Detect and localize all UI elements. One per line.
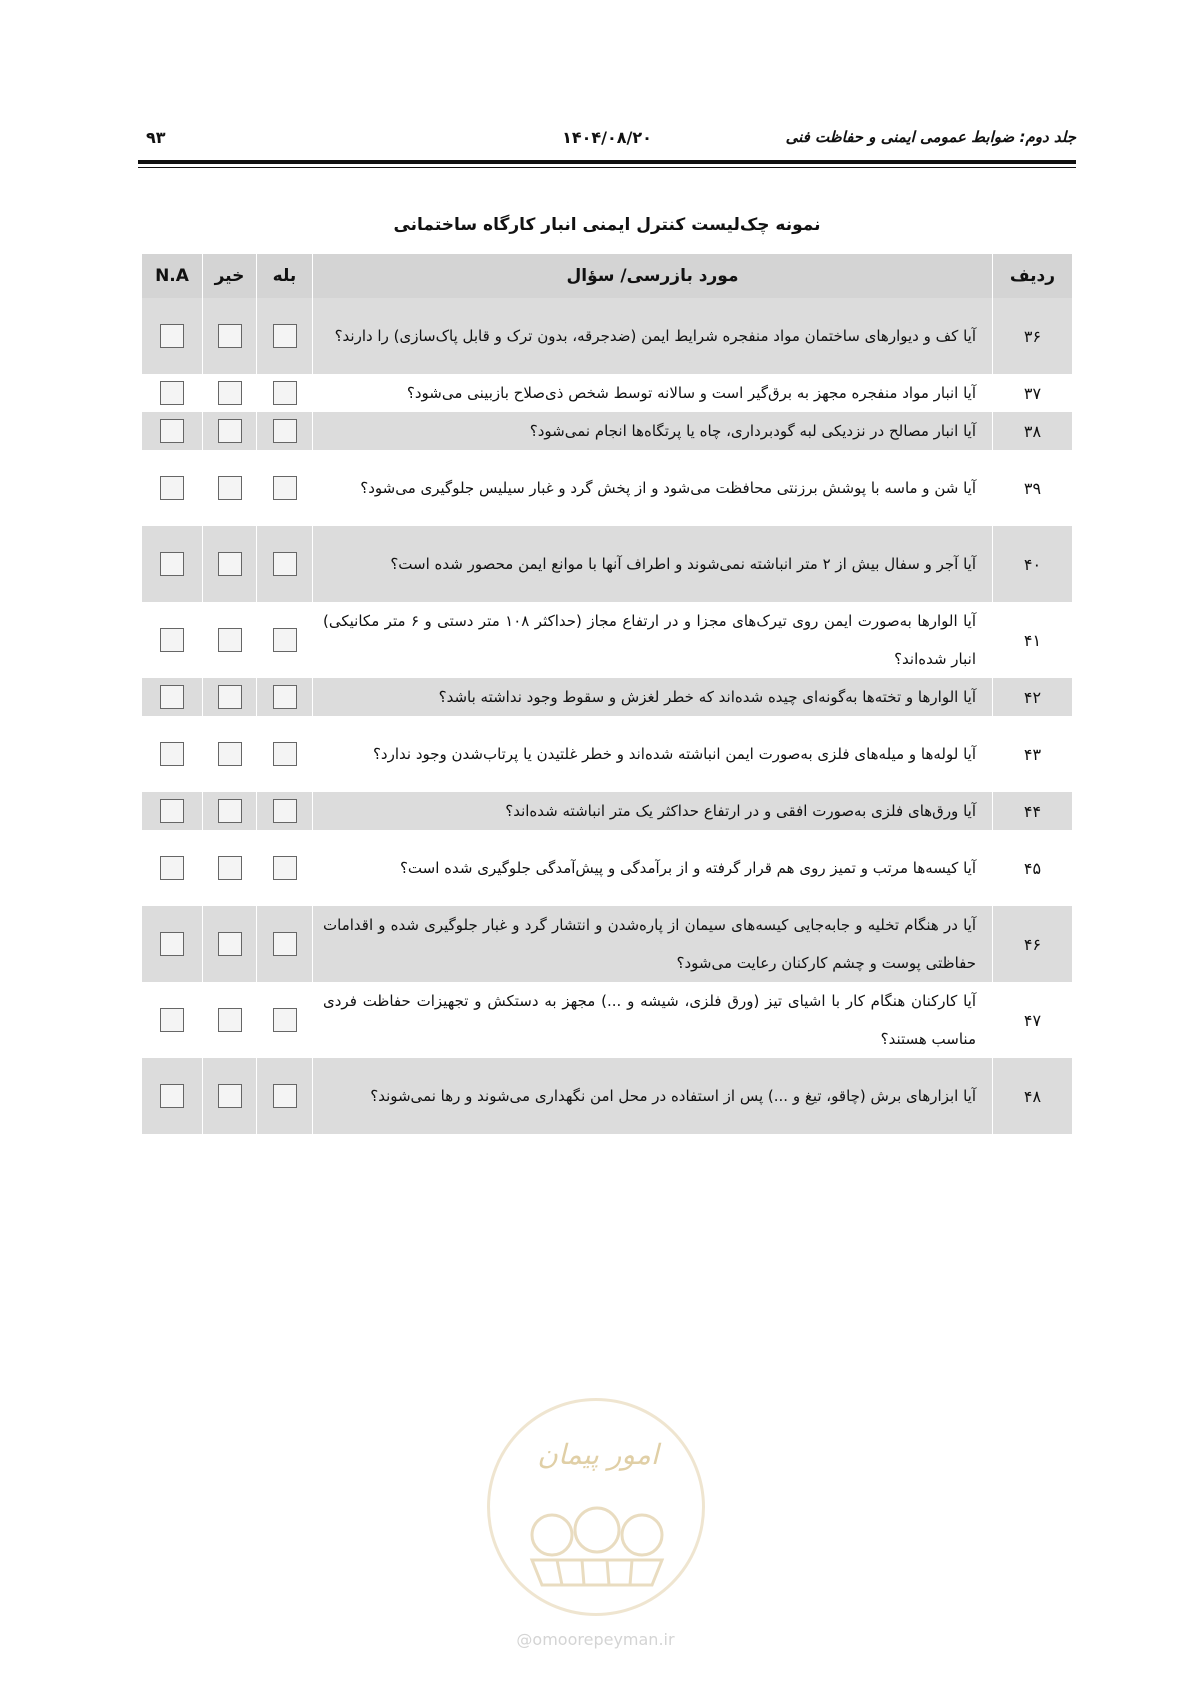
row-number: ۴۳ bbox=[992, 716, 1072, 792]
checkbox-yes[interactable] bbox=[273, 324, 297, 348]
cell-yes bbox=[256, 1058, 312, 1134]
cell-yes bbox=[256, 830, 312, 906]
row-number: ۴۷ bbox=[992, 982, 1072, 1058]
cell-yes bbox=[256, 412, 312, 450]
table-row bbox=[142, 1058, 1072, 1134]
checkbox-no[interactable] bbox=[218, 856, 242, 880]
cell-yes bbox=[256, 982, 312, 1058]
cell-na bbox=[142, 982, 202, 1058]
question-text: آیا کیسه‌ها مرتب و تمیز روی هم قرار گرفته و از برآمدگی و پیش‌آمدگی جلوگیری شده است؟ bbox=[312, 830, 992, 906]
table-row bbox=[142, 374, 1072, 412]
question-text: آیا لوله‌ها و میله‌های فلزی به‌صورت ایمن انباشته شده‌اند و خطر غلتیدن یا پرتاب‌شدن وجود ندارد؟ bbox=[312, 716, 992, 792]
cell-na bbox=[142, 298, 202, 374]
question-text: آیا الوارها به‌صورت ایمن روی تیرک‌های مجزا و در ارتفاع مجاز (حداکثر ۱۰۸ متر دستی و ۶ متر مکانیکی) انبار شده‌اند؟ bbox=[312, 602, 992, 678]
cell-yes bbox=[256, 906, 312, 982]
checkbox-no[interactable] bbox=[218, 419, 242, 443]
cell-no bbox=[202, 1058, 256, 1134]
checklist-table bbox=[142, 254, 1072, 1134]
checkbox-na[interactable] bbox=[160, 324, 184, 348]
cell-na bbox=[142, 412, 202, 450]
checkbox-yes[interactable] bbox=[273, 932, 297, 956]
checkbox-yes[interactable] bbox=[273, 1008, 297, 1032]
cell-yes bbox=[256, 792, 312, 830]
cell-no bbox=[202, 526, 256, 602]
table-row bbox=[142, 678, 1072, 716]
question-text: آیا الوارها و تخته‌ها به‌گونه‌ای چیده شده‌اند که خطر لغزش و سقوط وجود نداشته باشد؟ bbox=[312, 678, 992, 716]
question-text: آیا انبار مصالح در نزدیکی لبه گودبرداری، چاه یا پرتگاه‌ها انجام نمی‌شود؟ bbox=[312, 412, 992, 450]
table-row bbox=[142, 450, 1072, 526]
question-text: آیا کف و دیوارهای ساختمان مواد منفجره شرایط ایمن (ضدجرقه، بدون ترک و قابل پاک‌سازی) را دارند؟ bbox=[312, 298, 992, 374]
checkbox-no[interactable] bbox=[218, 1084, 242, 1108]
checkbox-na[interactable] bbox=[160, 685, 184, 709]
header-rule-thin bbox=[138, 167, 1076, 168]
cell-na bbox=[142, 450, 202, 526]
cell-na bbox=[142, 906, 202, 982]
col-header-yes: بله bbox=[256, 254, 312, 298]
checkbox-na[interactable] bbox=[160, 628, 184, 652]
table-row bbox=[142, 412, 1072, 450]
table-row bbox=[142, 830, 1072, 906]
question-text: آیا کارکنان هنگام کار با اشیای تیز (ورق فلزی، شیشه و ...) مجهز به دستکش و تجهیزات حفاظت فردی مناسب هستند؟ bbox=[312, 982, 992, 1058]
checkbox-yes[interactable] bbox=[273, 742, 297, 766]
cell-na bbox=[142, 602, 202, 678]
col-header-no: خیر bbox=[202, 254, 256, 298]
question-text: آیا در هنگام تخلیه و جابه‌جایی کیسه‌های سیمان از پاره‌شدن و انتشار گرد و غبار جلوگیری شده و اقدامات حفاظتی پوست و چشم کارکنان رعایت می‌شود؟ bbox=[312, 906, 992, 982]
row-number: ۴۸ bbox=[992, 1058, 1072, 1134]
table-row bbox=[142, 298, 1072, 374]
checkbox-no[interactable] bbox=[218, 742, 242, 766]
checkbox-na[interactable] bbox=[160, 476, 184, 500]
row-number: ۴۵ bbox=[992, 830, 1072, 906]
checkbox-na[interactable] bbox=[160, 932, 184, 956]
cell-na bbox=[142, 792, 202, 830]
row-number: ۴۴ bbox=[992, 792, 1072, 830]
cell-yes bbox=[256, 602, 312, 678]
checkbox-yes[interactable] bbox=[273, 685, 297, 709]
cell-na bbox=[142, 374, 202, 412]
cell-no bbox=[202, 678, 256, 716]
checkbox-no[interactable] bbox=[218, 1008, 242, 1032]
cell-no bbox=[202, 792, 256, 830]
cell-no bbox=[202, 982, 256, 1058]
checkbox-no[interactable] bbox=[218, 324, 242, 348]
checkbox-yes[interactable] bbox=[273, 799, 297, 823]
checkbox-no[interactable] bbox=[218, 381, 242, 405]
row-number: ۴۲ bbox=[992, 678, 1072, 716]
col-header-question: مورد بازرسی/ سؤال bbox=[312, 254, 992, 298]
page-number: ۹۳ bbox=[146, 128, 166, 147]
watermark-logo-text: امور پیمان bbox=[537, 1438, 659, 1471]
cell-yes bbox=[256, 678, 312, 716]
checkbox-yes[interactable] bbox=[273, 1084, 297, 1108]
checkbox-yes[interactable] bbox=[273, 856, 297, 880]
question-text: آیا شن و ماسه با پوشش برزنتی محافظت می‌شود و از پخش گرد و غبار سیلیس جلوگیری می‌شود؟ bbox=[312, 450, 992, 526]
cell-yes bbox=[256, 526, 312, 602]
col-header-row-no: ردیف bbox=[992, 254, 1072, 298]
cell-na bbox=[142, 678, 202, 716]
checkbox-no[interactable] bbox=[218, 476, 242, 500]
table-row bbox=[142, 526, 1072, 602]
volume-title: جلد دوم: ضوابط عمومی ایمنی و حفاظت فنی bbox=[785, 128, 1076, 146]
header-date: ۱۴۰۴/۰۸/۲۰ bbox=[562, 128, 652, 147]
checkbox-na[interactable] bbox=[160, 381, 184, 405]
row-number: ۳۷ bbox=[992, 374, 1072, 412]
checkbox-na[interactable] bbox=[160, 799, 184, 823]
checkbox-no[interactable] bbox=[218, 628, 242, 652]
cell-no bbox=[202, 298, 256, 374]
checkbox-na[interactable] bbox=[160, 856, 184, 880]
cell-yes bbox=[256, 298, 312, 374]
cell-no bbox=[202, 374, 256, 412]
checkbox-na[interactable] bbox=[160, 419, 184, 443]
question-text: آیا ابزارهای برش (چاقو، تیغ و ...) پس از استفاده در محل امن نگهداری می‌شوند و رها نمی‌شوند؟ bbox=[312, 1058, 992, 1134]
header-rule bbox=[138, 160, 1076, 164]
col-header-na: N.A bbox=[155, 266, 189, 286]
checkbox-yes[interactable] bbox=[273, 419, 297, 443]
cell-no bbox=[202, 602, 256, 678]
row-number: ۴۰ bbox=[992, 526, 1072, 602]
checkbox-yes[interactable] bbox=[273, 476, 297, 500]
cell-na bbox=[142, 1058, 202, 1134]
checkbox-no[interactable] bbox=[218, 685, 242, 709]
table-header-row bbox=[142, 254, 1072, 298]
checkbox-na[interactable] bbox=[160, 1008, 184, 1032]
page-header bbox=[138, 128, 1076, 150]
table-row bbox=[142, 792, 1072, 830]
checkbox-yes[interactable] bbox=[273, 628, 297, 652]
question-text: آیا آجر و سفال بیش از ۲ متر انباشته نمی‌شوند و اطراف آنها با موانع ایمن محصور شده است؟ bbox=[312, 526, 992, 602]
checkbox-na[interactable] bbox=[160, 1084, 184, 1108]
row-number: ۳۶ bbox=[992, 298, 1072, 374]
checklist-title: نمونه چک‌لیست کنترل ایمنی انبار کارگاه ساختمانی bbox=[393, 215, 821, 235]
table-row bbox=[142, 906, 1072, 982]
cell-no bbox=[202, 716, 256, 792]
row-number: ۳۹ bbox=[992, 450, 1072, 526]
checkbox-no[interactable] bbox=[218, 799, 242, 823]
checkbox-no[interactable] bbox=[218, 552, 242, 576]
checkbox-yes[interactable] bbox=[273, 381, 297, 405]
watermark-url: @omoorepeyman.ir bbox=[516, 1630, 675, 1649]
checkbox-na[interactable] bbox=[160, 742, 184, 766]
cell-no bbox=[202, 906, 256, 982]
cell-no bbox=[202, 412, 256, 450]
cell-na bbox=[142, 716, 202, 792]
cell-no bbox=[202, 830, 256, 906]
table-row bbox=[142, 716, 1072, 792]
row-number: ۴۱ bbox=[992, 602, 1072, 678]
cell-yes bbox=[256, 450, 312, 526]
cell-na bbox=[142, 830, 202, 906]
checkbox-na[interactable] bbox=[160, 552, 184, 576]
table-row bbox=[142, 602, 1072, 678]
row-number: ۳۸ bbox=[992, 412, 1072, 450]
question-text: آیا ورق‌های فلزی به‌صورت افقی و در ارتفاع حداکثر یک متر انباشته شده‌اند؟ bbox=[312, 792, 992, 830]
table-row bbox=[142, 982, 1072, 1058]
question-text: آیا انبار مواد منفجره مجهز به برق‌گیر است و سالانه توسط شخص ذی‌صلاح بازبینی می‌شود؟ bbox=[312, 374, 992, 412]
cell-yes bbox=[256, 716, 312, 792]
row-number: ۴۶ bbox=[992, 906, 1072, 982]
watermark-gears-icon bbox=[512, 1500, 682, 1590]
checkbox-no[interactable] bbox=[218, 932, 242, 956]
checkbox-yes[interactable] bbox=[273, 552, 297, 576]
cell-no bbox=[202, 450, 256, 526]
cell-yes bbox=[256, 374, 312, 412]
cell-na bbox=[142, 526, 202, 602]
